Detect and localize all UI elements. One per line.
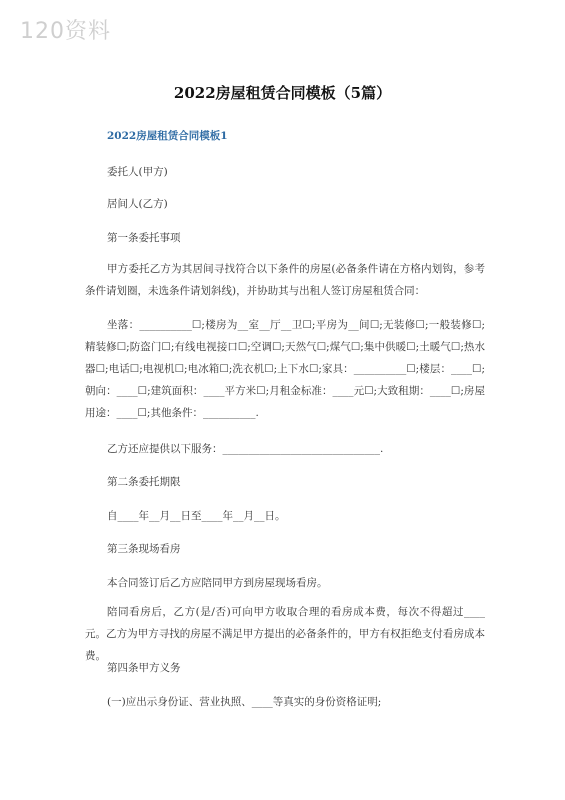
- watermark: 120资料: [20, 19, 111, 44]
- entrusting-party-line: 委托人(甲方): [107, 166, 168, 178]
- article-4-heading: 第四条甲方义务: [107, 662, 181, 674]
- viewing-line: 本合同签订后乙方应陪同甲方到房屋现场看房。: [107, 577, 328, 589]
- section-subtitle: 2022房屋租赁合同模板1: [107, 130, 228, 142]
- document-title: 2022房屋租赁合同模板（5篇）: [173, 84, 392, 102]
- services-line: 乙方还应提供以下服务：______________________________.: [107, 443, 384, 455]
- article-1-heading: 第一条委托事项: [107, 232, 181, 244]
- period-line: 自____年__月__日至____年__月__日。: [107, 510, 286, 522]
- entrust-detail-paragraph: 甲方委托乙方为其居间寻找符合以下条件的房屋(必备条件请在方格内划钩，参考条件请划圈，未选条件请划斜线)，并协助其与出租人签订房屋租赁合同：: [85, 263, 485, 297]
- article-2-heading: 第二条委托期限: [107, 476, 181, 488]
- viewing-fee-paragraph: 陪同看房后，乙方(是/否)可向甲方收取合理的看房成本费，每次不得超过____元。乙方为甲方寻找的房屋不满足甲方提出的必备条件的，甲方有权拒绝支付看房成本费。: [85, 606, 485, 662]
- intermediary-line: 居间人(乙方): [107, 198, 168, 210]
- article-3-heading: 第三条现场看房: [107, 543, 181, 555]
- obligation-1-line: (一)应出示身份证、营业执照、____等真实的身份资格证明;: [107, 696, 382, 708]
- property-conditions-paragraph: 坐落：__________☐;楼房为__室__厅__卫☐;平房为__间☐;无装修☐;一般装修☐;精装修☐;防盗门☐;有线电视接口☐;空调☐;天然气☐;煤气☐;集中供暖☐;土暖气☐;热水器☐;电话☐;电视机☐;电冰箱☐;洗衣机☐;上下水☐;家具：__________☐;楼层：____☐;朝向：____☐;建筑面积：____平方米☐;月租金标准：____元☐;大致租期：____☐;房屋用途：____☐;其他条件：__________.: [85, 319, 485, 419]
